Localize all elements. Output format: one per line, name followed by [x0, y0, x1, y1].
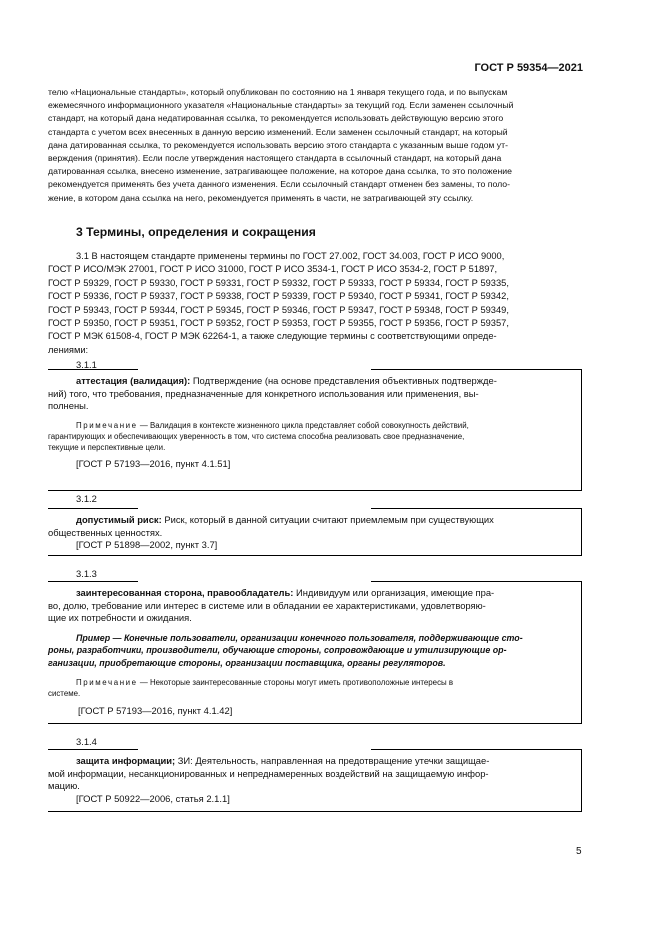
term-number: 3.1.3 [76, 568, 97, 579]
term-note: Примечание — Некоторые заинтересованные стороны могут иметь противоположные интересы в [76, 677, 454, 687]
intro-line: жение, в котором дана ссылка на него, рекомендуется применять в части, не затрагивающей эту ссылку. [48, 192, 474, 203]
term-definition: защита информации; ЗИ: Деятельность, направленная на предотвращение утечки защищае- [76, 755, 490, 766]
term-source: [ГОСТ Р 50922—2006, статья 2.1.1] [76, 792, 230, 804]
intro-line: стандарта с учетом всех внесенных в данную версию изменений. Если заменен ссылочный стандарт, на который [48, 126, 508, 137]
term-source: [ГОСТ Р 57193—2016, пункт 4.1.51] [76, 457, 231, 469]
term-name: защита информации; [76, 755, 176, 766]
term-definition: аттестация (валидация): Подтверждение (на основе представления объективных подтвержде- [76, 375, 497, 386]
term-number: 3.1.4 [76, 736, 97, 747]
intro-line: телю «Национальные стандарты», который опубликован по состоянию на 1 января текущего года, и по выпускам [48, 87, 508, 97]
clause-3-1 [48, 250, 582, 357]
term-box: заинтересованная сторона, правообладатель: Индивидуум или организация, имеющие пра- во, долю, требование или интерес в системе или в обладании ее характеристиками, удовлетворяю- щие их потребности и ожидания. Пример — Конечные пользователи, организации конечного пользователя, поддерживающие сто- роны, разработчики, производители, обучающие стороны, сопровождающие и утилизирующие ор- ганизации, приобретающие стороны, организации поставщика, органы регуляторов. Примечание — Некоторые заинтересованные стороны могут иметь противоположные интересы в системе. [ГОСТ Р 57193—2016, пункт 4.1.42] [48, 581, 582, 724]
doc-code-header: ГОСТ Р 59354—2021 [474, 62, 583, 74]
term-number: 3.1.1 [76, 359, 97, 370]
section-title: 3 Термины, определения и сокращения [76, 225, 316, 239]
intro-line: ежемесячного информационного указателя «Национальные стандарты» за текущий год. Если заменен ссылочный [48, 100, 514, 111]
intro-line: стандарт, на который дана недатированная ссылка, то рекомендуется использовать действующую версию этого [48, 113, 504, 124]
clause-line: ГОСТ Р 59329, ГОСТ Р 59330, ГОСТ Р 59331, ГОСТ Р 59332, ГОСТ Р 59333, ГОСТ Р 59334, ГОСТ Р 59335, [48, 277, 509, 288]
term-source: [ГОСТ Р 57193—2016, пункт 4.1.42] [78, 704, 233, 716]
intro-line: рекомендуется применять без учета данного изменения. Если ссылочный стандарт отменен без замены, то поло- [48, 179, 511, 190]
intro-line: верждения (принятия). Если после утверждения настоящего стандарта в ссылочный стандарт, на который дана [48, 153, 502, 164]
clause-line: ГОСТ Р 59336, ГОСТ Р 59337, ГОСТ Р 59338, ГОСТ Р 59339, ГОСТ Р 59340, ГОСТ Р 59341, ГОСТ Р 59342, [48, 291, 509, 302]
clause-line: ГОСТ Р МЭК 61508-4, ГОСТ Р МЭК 62264-1, а также следующие термины с соответствующими опреде- [48, 331, 497, 342]
term-box: защита информации; ЗИ: Деятельность, направленная на предотвращение утечки защищае- мой информации, несанкционированных и непреднамеренных воздействий на защищаемую инфор- мацию. [ГОСТ Р 50922—2006, статья 2.1.1] [48, 749, 582, 812]
term-note: Примечание — Валидация в контексте жизненного цикла представляет собой совокупность действий, [76, 420, 469, 430]
term-name: аттестация (валидация): [76, 375, 191, 386]
intro-paragraph [48, 86, 582, 205]
clause-line: лениями: [48, 344, 89, 355]
clause-line: ГОСТ Р ИСО/МЭК 27001, ГОСТ Р ИСО 31000, ГОСТ Р ИСО 3534-1, ГОСТ Р ИСО 3534-2, ГОСТ Р 51897, [48, 264, 498, 275]
intro-line: дана датированная ссылка, то рекомендуется использовать версию этого стандарта с указанным выше годом ут- [48, 139, 509, 150]
term-definition: заинтересованная сторона, правообладатель: Индивидуум или организация, имеющие пра- [76, 587, 495, 598]
page-number: 5 [576, 846, 582, 857]
clause-line: ГОСТ Р 59350, ГОСТ Р 59351, ГОСТ Р 59352, ГОСТ Р 59353, ГОСТ Р 59355, ГОСТ Р 59356, ГОСТ Р 59357, [48, 318, 509, 329]
clause-line: 3.1 В настоящем стандарте применены термины по ГОСТ 27.002, ГОСТ 34.003, ГОСТ Р ИСО 9000, [76, 251, 505, 261]
clause-line: ГОСТ Р 59343, ГОСТ Р 59344, ГОСТ Р 59345, ГОСТ Р 59346, ГОСТ Р 59347, ГОСТ Р 59348, ГОСТ Р 59349, [48, 304, 509, 315]
intro-line: датированная ссылка, внесено изменение, затрагивающее положение, на которое дана ссылка, то это положение [48, 166, 512, 177]
term-name: допустимый риск: [76, 514, 162, 525]
term-definition: допустимый риск: Риск, который в данной ситуации считают приемлемым при существующих [76, 514, 494, 525]
term-example: Пример — Конечные пользователи, организации конечного пользователя, поддерживающие сто- [76, 632, 523, 643]
term-source: [ГОСТ Р 51898—2002, пункт 3.7] [76, 539, 218, 551]
term-box: аттестация (валидация): Подтверждение (на основе представления объективных подтвержде- ний) того, что требования, предназначенные для конкретного использования или применения, вы- полнены. Примечание — Валидация в контексте жизненного цикла представляет собой совокупность действий, гарантирующих и обеспечивающих уверенность в том, что система способна реализовать свое предназначение, текущие и перспективные цели. [ГОСТ Р 57193—2016, пункт 4.1.51] [48, 369, 582, 491]
term-name: заинтересованная сторона, правообладатель: [76, 587, 294, 598]
term-number: 3.1.2 [76, 493, 97, 504]
term-box: допустимый риск: Риск, который в данной ситуации считают приемлемым при существующих общественных ценностях. [ГОСТ Р 51898—2002, пункт 3.7] [48, 508, 582, 556]
